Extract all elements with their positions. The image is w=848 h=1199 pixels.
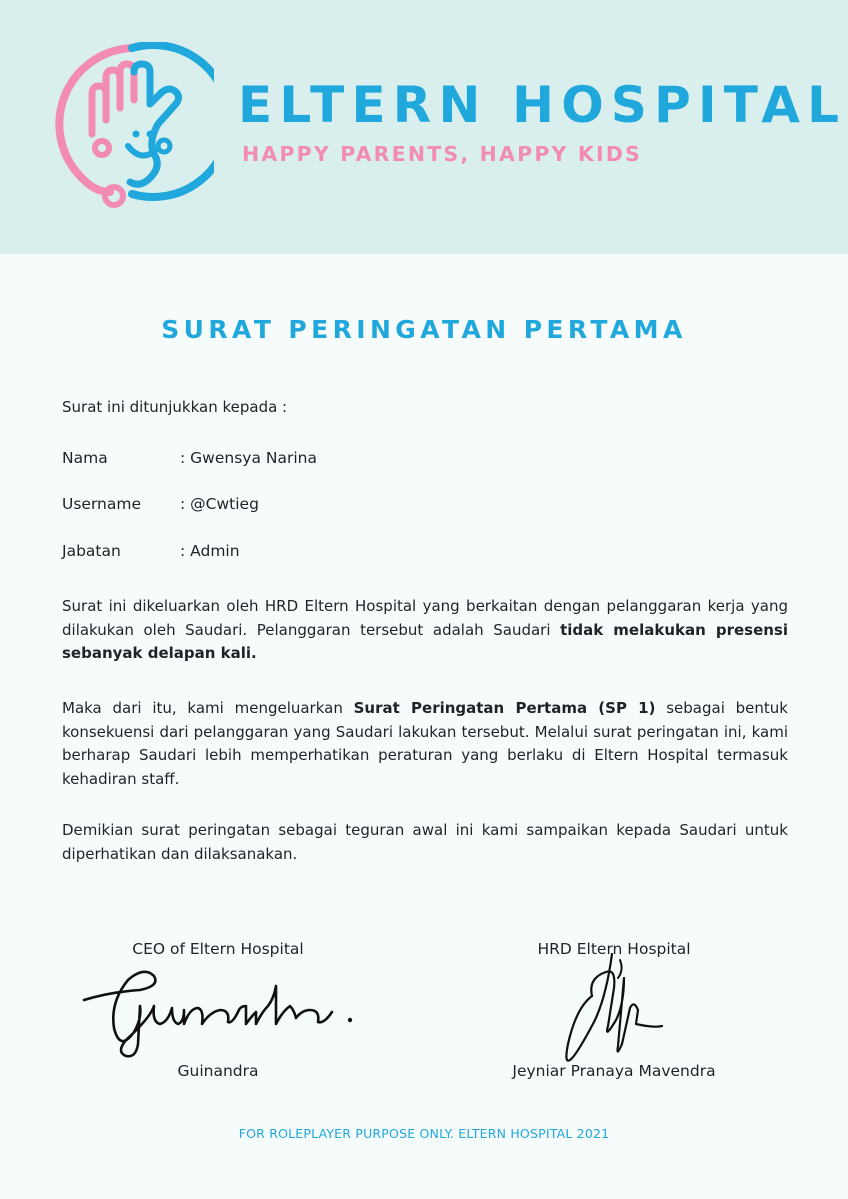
paragraph-closing bbox=[62, 819, 788, 866]
letter-intro: Surat ini ditunjukkan kepada : bbox=[62, 398, 288, 416]
hand-stethoscope-logo-icon bbox=[50, 42, 214, 212]
field-value: : @Cwtieg bbox=[180, 495, 259, 513]
signature-role-ceo: CEO of Eltern Hospital bbox=[132, 940, 304, 958]
paragraph-violation bbox=[62, 595, 788, 666]
paragraph-text: Surat ini dikeluarkan oleh HRD Eltern Hospital yang berkaitan dengan pelanggaran kerja yang dilakukan oleh Saudari. Pelanggaran tersebut adalah Saudari bbox=[62, 597, 788, 639]
letter-title: SURAT PERINGATAN PERTAMA bbox=[161, 315, 687, 344]
signature-role-hrd: HRD Eltern Hospital bbox=[537, 940, 691, 958]
paragraph-bold: tidak melakukan presensi sebanyak delapan kali. bbox=[62, 620, 788, 663]
paragraph-sanction bbox=[62, 697, 788, 791]
signer-name-ceo: Guinandra bbox=[177, 1062, 259, 1080]
signature-guinandra bbox=[80, 962, 360, 1062]
paragraph-text: Demikian surat peringatan sebagai teguran awal ini kami sampaikan kepada Saudari untuk diperhatikan dan dilaksanakan. bbox=[62, 821, 788, 863]
field-value: : Gwensya Narina bbox=[180, 449, 317, 467]
hospital-name: ELTERN HOSPITAL bbox=[238, 76, 847, 134]
paragraph-text: sebagai bentuk konsekuensi dari pelanggaran yang Saudari lakukan tersebut. Melalui surat peringatan ini, kami berharap Saudari lebih memperhatikan peraturan yang berlaku di Eltern Hospital termasuk kehadiran staff. bbox=[62, 699, 788, 788]
letterhead bbox=[0, 0, 848, 254]
field-label: Nama bbox=[62, 449, 108, 467]
hospital-tagline: HAPPY PARENTS, HAPPY KIDS bbox=[242, 142, 643, 166]
signer-name-hrd: Jeyniar Pranaya Mavendra bbox=[512, 1062, 716, 1080]
field-label: Jabatan bbox=[62, 542, 121, 560]
footer-disclaimer: FOR ROLEPLAYER PURPOSE ONLY. ELTERN HOSPITAL 2021 bbox=[238, 1126, 610, 1141]
paragraph-text: Maka dari itu, kami mengeluarkan bbox=[62, 699, 354, 717]
field-value: : Admin bbox=[180, 542, 240, 560]
signature-mavendra bbox=[558, 948, 678, 1070]
field-label: Username bbox=[62, 495, 142, 513]
paragraph-bold: Surat Peringatan Pertama (SP 1) bbox=[353, 699, 656, 717]
